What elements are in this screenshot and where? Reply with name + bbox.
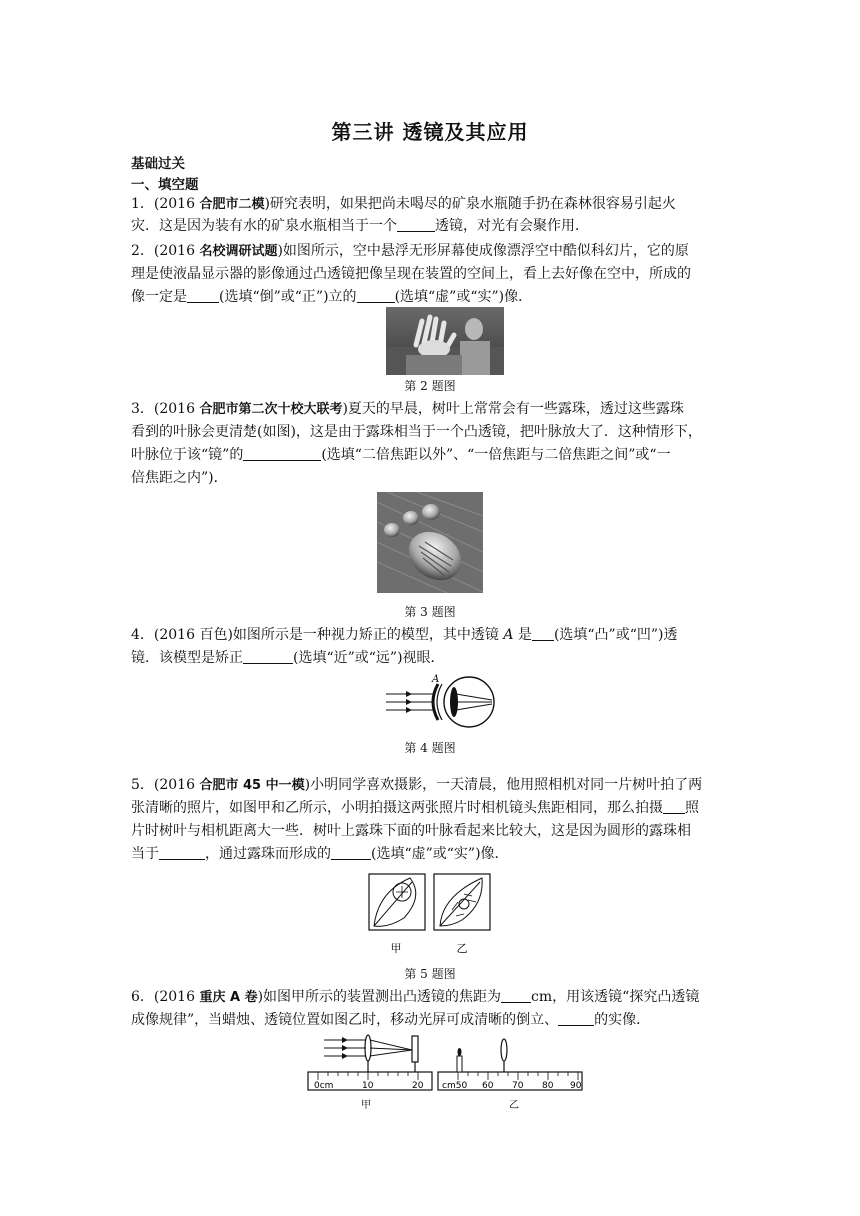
q3-line-3: 叶脉位于该“镜”的 (选填“二倍焦距以外”、“一倍焦距与二倍焦距之间”或“一 bbox=[131, 447, 671, 463]
q4-lens-label: A bbox=[503, 627, 514, 643]
q2-line-2: 理是使液晶显示器的影像通过凸透镜把像呈现在装置的空间上，看上去好像在空中，所成的 bbox=[131, 266, 691, 282]
q6-ruler2-tick-50: cm50 bbox=[442, 1081, 468, 1091]
q1-source: 合肥市二模 bbox=[199, 197, 265, 212]
q2-source: 名校调研试题 bbox=[199, 244, 278, 259]
q3-answer-blank[interactable] bbox=[243, 446, 321, 461]
q5-line-1: 5．(2016 合肥市 45 中一模)小明同学喜欢摄影，一天清晨，他用照相机对同一片树叶拍了两 bbox=[131, 777, 703, 793]
q5-line-3: 片时树叶与相机距离大一些．树叶上露珠下面的叶脉看起来比较大，这是因为圆形的露珠相 bbox=[131, 823, 691, 839]
q5-answer-blank-1[interactable] bbox=[663, 799, 685, 814]
q2-answer-blank-2[interactable] bbox=[357, 288, 395, 303]
section-heading: 基础过关 bbox=[131, 156, 185, 172]
q1-line-1: 1．(2016 合肥市二模)研究表明，如果把尚未喝尽的矿泉水瓶随手扔在森林很容易引起火 bbox=[131, 196, 676, 212]
q3-line-2: 看到的叶脉会更清楚(如图)，这是由于露珠相当于一个凸透镜，把叶脉放大了．这种情形下， bbox=[131, 424, 702, 440]
q3-line-1: 3．(2016 合肥市第二次十校大联考)夏天的早晨，树叶上常常会有一些露珠，透过这些露珠 bbox=[131, 401, 684, 417]
q2-figure-photo bbox=[386, 307, 504, 375]
q5-line-2: 张清晰的照片，如图甲和乙所示，小明拍摄这两张照片时相机镜头焦距相同，那么拍摄 照 bbox=[131, 800, 699, 816]
q2-answer-blank-1[interactable] bbox=[187, 288, 219, 303]
q5-answer-blank-3[interactable] bbox=[331, 845, 371, 860]
q1-line-2: 灾．这是因为装有水的矿泉水瓶相当于一个 透镜，对光有会聚作用． bbox=[131, 218, 589, 234]
q2-figure-caption: 第 2 题图 bbox=[404, 379, 456, 393]
q6-source: 重庆 A 卷 bbox=[199, 990, 258, 1005]
q3-figure-dewdrop-photo bbox=[377, 492, 483, 593]
q5-figure-label-yi: 乙 bbox=[456, 942, 468, 955]
q6-ruler1-tick-0: 0cm bbox=[314, 1081, 334, 1091]
subsection-heading: 一、填空题 bbox=[131, 177, 199, 193]
q4-answer-blank-1[interactable] bbox=[532, 626, 554, 641]
q6-figure-label-jia: 甲 bbox=[361, 1100, 371, 1111]
q4-figure-caption: 第 4 题图 bbox=[404, 741, 456, 755]
q4-line-2: 镜．该模型是矫正 (选填“近”或“远”)视眼． bbox=[131, 650, 445, 666]
q5-figure-caption: 第 5 题图 bbox=[404, 967, 456, 981]
q6-figure-yi bbox=[438, 1039, 582, 1111]
q6-ruler2-tick-80: 80 bbox=[542, 1081, 554, 1091]
q5-answer-blank-2[interactable] bbox=[159, 845, 205, 860]
q5-photo-yi bbox=[434, 874, 490, 930]
q6-ruler1-tick-20: 20 bbox=[412, 1081, 424, 1091]
q1-answer-blank[interactable] bbox=[397, 217, 435, 232]
q6-figure-jia bbox=[308, 1035, 432, 1111]
q6-ruler2-tick-70: 70 bbox=[512, 1081, 524, 1091]
q6-line-2: 成像规律”，当蜡烛、透镜位置如图乙时，移动光屏可成清晰的倒立、 的实像． bbox=[131, 1012, 651, 1028]
q5-line-4: 当于 ，通过露珠而形成的 (选填“虚”或“实”)像． bbox=[131, 846, 509, 862]
q5-photo-jia bbox=[369, 874, 425, 930]
q3-source: 合肥市第二次十校大联考 bbox=[199, 402, 343, 417]
q4-answer-blank-2[interactable] bbox=[243, 649, 293, 664]
q4-line-1: 4．(2016 百色)如图所示是一种视力矫正的模型，其中透镜 A 是 (选填“凸”或“凹”)透 bbox=[131, 627, 678, 643]
q6-ruler2-tick-90: 90 bbox=[570, 1081, 582, 1091]
page-title: 第三讲 透镜及其应用 bbox=[331, 120, 529, 144]
q4-figure-lens-a-label: A bbox=[432, 674, 440, 685]
q4-figure-eye-diagram bbox=[384, 670, 500, 732]
q6-figure-optical-bench bbox=[304, 1032, 586, 1112]
q3-line-4: 倍焦距之内”)． bbox=[131, 470, 228, 486]
q6-ruler2-tick-60: 60 bbox=[482, 1081, 494, 1091]
q5-source: 合肥市 45 中一模 bbox=[199, 778, 305, 793]
q3-figure-caption: 第 3 题图 bbox=[404, 605, 456, 619]
q6-ruler1-tick-10: 10 bbox=[362, 1081, 374, 1091]
q5-figure-label-jia: 甲 bbox=[390, 942, 402, 955]
q6-figure-label-yi: 乙 bbox=[509, 1100, 519, 1111]
q6-line-1: 6．(2016 重庆 A 卷)如图甲所示的装置测出凸透镜的焦距为 cm，用该透镜“探究凸透镜 bbox=[131, 989, 700, 1005]
q2-line-1: 2．(2016 名校调研试题)如图所示，空中悬浮无形屏幕使成像漂浮空中酷似科幻片，它的原 bbox=[131, 243, 689, 259]
q2-line-3: 像一定是 (选填“倒”或“正”)立的 (选填“虚”或“实”)像． bbox=[131, 289, 533, 305]
q6-answer-blank-2[interactable] bbox=[558, 1011, 594, 1026]
q5-figure-leaf-photos bbox=[368, 866, 494, 958]
q6-answer-blank-1[interactable] bbox=[501, 988, 531, 1003]
